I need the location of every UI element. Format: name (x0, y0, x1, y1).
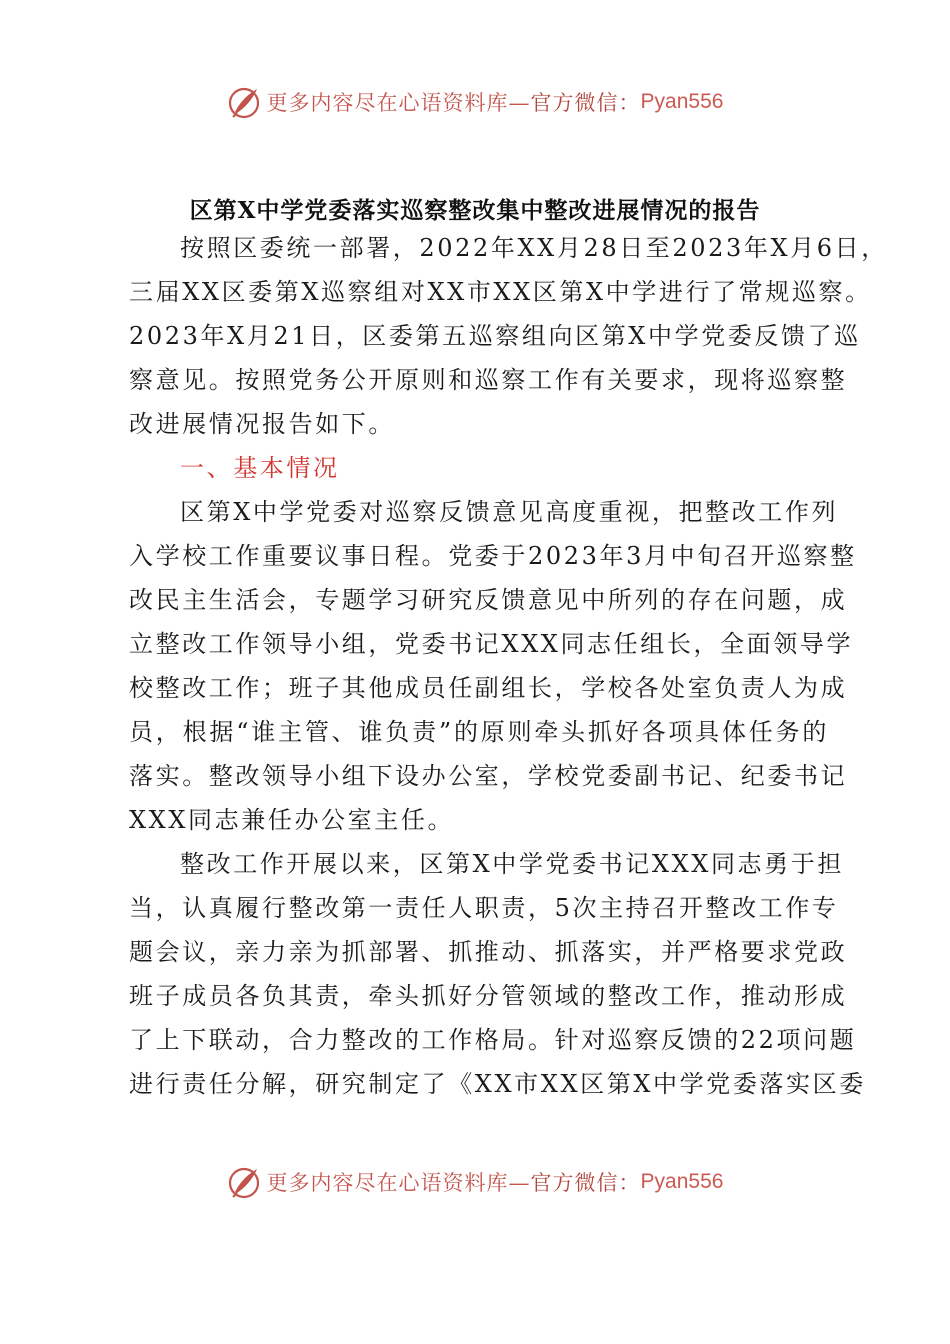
paragraph-2-line-3: 改民主生活会，专题学习研究反馈意见中所列的存在问题，成 (129, 586, 848, 614)
watermark-banner-top (0, 80, 950, 124)
watermark-text: 更多内容尽在心语资料库— (266, 91, 531, 115)
paragraph-2-line-8: XXX同志兼任办公室主任。 (129, 806, 455, 834)
quill-logo-icon (227, 1164, 263, 1200)
watermark-wechat-label: 官方微信： (530, 91, 641, 115)
watermark-wechat-id: Pyan556 (640, 90, 724, 113)
watermark-wechat-label: 官方微信： (530, 1171, 641, 1195)
watermark-text: 更多内容尽在心语资料库— (266, 1171, 531, 1195)
paragraph-2-line-7: 落实。整改领导小组下设办公室，学校党委副书记、纪委书记 (129, 762, 848, 790)
watermark-banner-bottom (0, 1160, 950, 1204)
paragraph-1-line-4: 察意见。按照党务公开原则和巡察工作有关要求，现将巡察整 (129, 366, 848, 394)
paragraph-2-line-5: 校整改工作；班子其他成员任副组长，学校各处室负责人为成 (129, 674, 848, 702)
paragraph-1-line-5: 改进展情况报告如下。 (129, 410, 395, 438)
paragraph-2-line-1: 区第X中学党委对巡察反馈意见高度重视，把整改工作列 (180, 498, 839, 526)
paragraph-3-line-1: 整改工作开展以来，区第X中学党委书记XXX同志勇于担 (180, 850, 844, 878)
paragraph-3-line-4: 班子成员各负其责，牵头抓好分管领域的整改工作，推动形成 (129, 982, 848, 1010)
document-title: 区第X中学党委落实巡察整改集中整改进展情况的报告 (189, 197, 761, 224)
paragraph-2-line-4: 立整改工作领导小组，党委书记XXX同志任组长，全面领导学 (129, 630, 854, 658)
quill-logo-icon (227, 84, 263, 120)
watermark-wechat-id: Pyan556 (640, 1170, 724, 1193)
paragraph-1-line-1: 按照区委统一部署，2022年XX月28日至2023年X月6日， (180, 234, 888, 262)
paragraph-3-line-6: 进行责任分解，研究制定了《XX市XX区第X中学党委落实区委 (129, 1070, 866, 1098)
paragraph-3-line-5: 了上下联动，合力整改的工作格局。针对巡察反馈的22项问题 (129, 1026, 857, 1054)
paragraph-1-line-3: 2023年X月21日，区委第五巡察组向区第X中学党委反馈了巡 (129, 322, 861, 350)
paragraph-3-line-2: 当，认真履行整改第一责任人职责，5次主持召开整改工作专 (129, 894, 839, 922)
paragraph-2-line-6: 员，根据“谁主管、谁负责”的原则牵头抓好各项具体任务的 (129, 718, 829, 746)
section-heading-basic-situation: 一、基本情况 (180, 454, 340, 482)
paragraph-1-line-2: 三届XX区委第X巡察组对XX市XX区第X中学进行了常规巡察。 (129, 278, 872, 306)
paragraph-3-line-3: 题会议，亲力亲为抓部署、抓推动、抓落实，并严格要求党政 (129, 938, 848, 966)
paragraph-2-line-2: 入学校工作重要议事日程。党委于2023年3月中旬召开巡察整 (129, 542, 857, 570)
